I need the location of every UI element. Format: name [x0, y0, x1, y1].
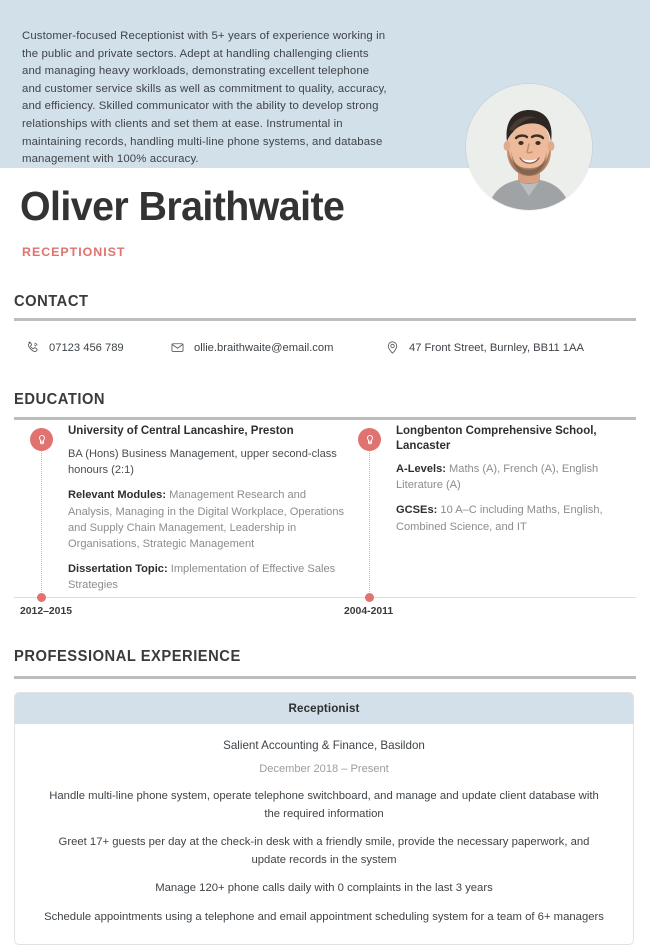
- education-dates-right: 2004-2011: [344, 606, 394, 617]
- education-entry: [358, 424, 640, 544]
- profile-photo-image: [466, 84, 592, 210]
- graduation-cap-glyph: [36, 434, 48, 446]
- section-heading-education: EDUCATION: [14, 391, 106, 408]
- contact-phone-text: 07123 456 789: [49, 341, 124, 354]
- education-gcses: [396, 502, 640, 534]
- education-modules-label: Relevant Modules:: [68, 489, 167, 502]
- map-pin-icon: [385, 340, 400, 355]
- profile-summary: Customer-focused Receptionist with 5+ years of experience working in the public and private sectors. Adept at handling challenging clients and managing heavy workloads, demonstrating excellent telephone and customer service skills as well as commitment to quality, accuracy, and efficiency. Skilled communicator with the ability to develop strong relationships with clients and set them at ease. Instrumental in maintaining records, handling multi-line phone systems, and database management with 100% accuracy.: [22, 30, 387, 166]
- contact-email-text: ollie.braithwaite@email.com: [194, 341, 334, 354]
- education-modules: [68, 487, 348, 552]
- experience-body: [15, 724, 633, 944]
- experience-card: [14, 692, 634, 945]
- divider-education: [14, 417, 636, 420]
- timeline-dot-left: [37, 593, 46, 602]
- experience-dates: December 2018 – Present: [259, 763, 389, 775]
- experience-role: Receptionist: [15, 693, 633, 724]
- experience-bullet: Manage 120+ phone calls daily with 0 complaints in the last 3 years: [155, 882, 493, 894]
- education-dissertation-value: Implementation of Effective Sales Strategies: [68, 563, 336, 592]
- education-body: [396, 424, 640, 535]
- envelope-icon: [170, 340, 185, 355]
- experience-bullet: Greet 17+ guests per day at the check-in desk with a friendly smile, provide the necessary paperwork, and update records in the system: [58, 836, 590, 866]
- experience-bullet: Schedule appointments using a telephone and email appointment scheduling system for a team of 6+ managers: [44, 910, 604, 923]
- graduation-cap-glyph: [364, 434, 376, 446]
- education-degree: BA (Hons) Business Management, upper second-class honours (2:1): [68, 448, 337, 477]
- section-heading-experience: PROFESSIONAL EXPERIENCE: [14, 648, 241, 665]
- education-modules-value: Management Research and Analysis, Managing in the Digital Workplace, Operations and Supply Chain Management, Leadership in Organisations, Strategic Management: [68, 489, 345, 551]
- experience-bullet: Handle multi-line phone system, operate telephone switchboard, and manage and update client database with the required information: [49, 790, 599, 820]
- education-alevels: [396, 461, 640, 493]
- graduation-cap-icon: [30, 428, 53, 451]
- education-entry: [30, 424, 348, 603]
- section-heading-contact: CONTACT: [14, 293, 89, 310]
- education-dissertation: [68, 561, 348, 593]
- divider-contact: [14, 318, 636, 321]
- education-alevels-label: A-Levels:: [396, 463, 446, 475]
- timeline-axis: [14, 597, 636, 598]
- avatar: [466, 84, 592, 210]
- contact-address-text: 47 Front Street, Burnley, BB11 1AA: [409, 341, 584, 354]
- page-title: Oliver Braithwaite: [20, 183, 345, 229]
- contact-row: [14, 340, 636, 355]
- education-dissertation-label: Dissertation Topic:: [68, 563, 168, 576]
- education-alevels-value: Maths (A), French (A), English Literature (A): [396, 463, 599, 492]
- contact-phone[interactable]: [14, 340, 170, 355]
- timeline-dot-right: [365, 593, 374, 602]
- graduation-cap-icon: [358, 428, 381, 451]
- phone-icon: [25, 340, 40, 355]
- divider-experience: [14, 676, 636, 679]
- education-school: University of Central Lancashire, Preston: [68, 425, 294, 437]
- education-gcses-value: 10 A–C including Maths, English, Combined Science, and IT: [396, 504, 603, 533]
- education-school: Longbenton Comprehensive School, Lancaster: [396, 425, 597, 452]
- contact-email[interactable]: [170, 340, 385, 355]
- education-dates-left: 2012–2015: [20, 606, 73, 617]
- contact-address[interactable]: [385, 340, 636, 355]
- experience-company: Salient Accounting & Finance, Basildon: [223, 739, 425, 752]
- education-body: [68, 424, 348, 594]
- job-title: RECEPTIONIST: [22, 245, 126, 259]
- education-gcses-label: GCSEs:: [396, 504, 438, 517]
